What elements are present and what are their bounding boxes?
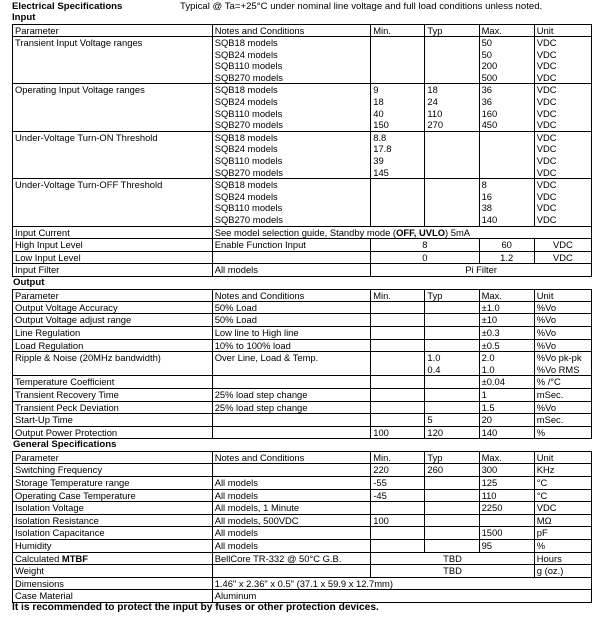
notes-cell: All models xyxy=(212,489,371,502)
typ-cell xyxy=(425,514,479,527)
param-cell: Output Voltage Accuracy xyxy=(13,301,213,314)
spec-row xyxy=(13,131,592,178)
typ-cell xyxy=(425,502,479,515)
notes-cell xyxy=(212,464,371,477)
param-cell: Switching Frequency xyxy=(13,464,213,477)
unit-cell: mSec. xyxy=(534,389,591,402)
min-cell xyxy=(371,414,425,427)
notes-cell: SQB18 models SQB24 models SQB110 models SQB270 models xyxy=(212,179,371,226)
max-cell: 2.0 1.0 xyxy=(479,352,534,376)
column-header: Typ xyxy=(425,25,479,37)
max-cell: ±0.5 xyxy=(479,339,534,352)
notes-cell: 25% load step change xyxy=(212,389,371,402)
max-cell: 36 36 160 450 xyxy=(479,84,534,131)
column-header: Max. xyxy=(479,289,534,301)
param-cell: Load Regulation xyxy=(13,339,213,352)
column-header: Parameter xyxy=(13,452,213,464)
param-cell: High Input Level xyxy=(13,239,213,252)
typ-cell: 260 xyxy=(425,464,479,477)
min-cell xyxy=(371,502,425,515)
spec-row xyxy=(13,401,592,414)
input-filter-row xyxy=(13,264,592,277)
param-cell: Under-Voltage Turn-ON Threshold xyxy=(13,131,213,178)
param-cell: Isolation Resistance xyxy=(13,514,213,527)
unit-cell: % /°C xyxy=(534,376,591,389)
min-cell: 100 xyxy=(371,514,425,527)
typ-cell xyxy=(425,179,479,226)
min-cell xyxy=(371,327,425,340)
notes-cell xyxy=(212,565,371,578)
column-header: Min. xyxy=(371,289,425,301)
spec-row xyxy=(13,339,592,352)
value-cell: Aluminum xyxy=(212,590,591,603)
typ-cell xyxy=(425,389,479,402)
typ-cell xyxy=(425,527,479,540)
unit-cell: VDC VDC VDC VDC xyxy=(534,84,591,131)
output-table-body xyxy=(13,289,592,439)
spec-row xyxy=(13,489,592,502)
param-cell: Isolation Capacitance xyxy=(13,527,213,540)
param-cell: Weight xyxy=(13,565,213,578)
min-cell xyxy=(371,527,425,540)
typ-cell xyxy=(425,339,479,352)
value-cell: 1.46" x 2.36" x 0.5" (37.1 x 59.9 x 12.7mm) xyxy=(212,577,591,590)
unit-cell: VDC VDC VDC VDC xyxy=(534,37,591,84)
notes-cell xyxy=(212,426,371,439)
spec-row xyxy=(13,426,592,439)
param-cell: Operating Case Temperature xyxy=(13,489,213,502)
spec-row xyxy=(13,539,592,552)
typ-cell: 5 xyxy=(425,414,479,427)
notes-cell xyxy=(212,414,371,427)
min-cell xyxy=(371,314,425,327)
general-table xyxy=(12,451,592,603)
notes-cell: All models xyxy=(212,539,371,552)
value-cell: TBD xyxy=(371,552,535,565)
param-cell: Transient Recovery Time xyxy=(13,389,213,402)
max-cell: ±10 xyxy=(479,314,534,327)
typ-cell xyxy=(425,539,479,552)
spec-row xyxy=(13,502,592,515)
footer-note: It is recommended to protect the input by fuses or other protection devices. xyxy=(12,602,379,613)
input-current-text: ) 5mA xyxy=(445,226,471,238)
notes-cell: All models, 1 Minute xyxy=(212,502,371,515)
spec-row xyxy=(13,179,592,226)
column-header: Unit xyxy=(534,452,591,464)
spec-row xyxy=(13,327,592,340)
spec-row xyxy=(13,414,592,427)
min-cell xyxy=(371,401,425,414)
notes-cell xyxy=(212,376,371,389)
min-cell: 100 xyxy=(371,426,425,439)
case-material-row xyxy=(13,590,592,603)
param-cell xyxy=(13,552,213,565)
min-cell xyxy=(371,376,425,389)
max-cell: 140 xyxy=(479,426,534,439)
column-header: Notes and Conditions xyxy=(212,289,371,301)
min-cell xyxy=(371,301,425,314)
notes-cell: 50% Load xyxy=(212,301,371,314)
typ-cell xyxy=(425,314,479,327)
notes-cell: Over Line, Load & Temp. xyxy=(212,352,371,376)
spec-row xyxy=(13,514,592,527)
max-cell: 8 16 38 140 xyxy=(479,179,534,226)
max-cell: ±1.0 xyxy=(479,301,534,314)
param-cell: Storage Temperature range xyxy=(13,477,213,490)
section-title-input: Input xyxy=(12,12,36,23)
column-header: Unit xyxy=(534,289,591,301)
max-cell: 60 xyxy=(479,239,534,252)
unit-cell: % xyxy=(534,426,591,439)
column-header: Unit xyxy=(534,25,591,37)
min-cell: 8 xyxy=(371,239,479,252)
max-cell: 110 xyxy=(479,489,534,502)
column-header: Notes and Conditions xyxy=(212,452,371,464)
mtbf-label-bold: MTBF xyxy=(61,552,88,564)
unit-cell: %Vo xyxy=(534,339,591,352)
typ-cell xyxy=(425,376,479,389)
notes-cell: 10% to 100% load xyxy=(212,339,371,352)
table-header-row xyxy=(13,289,592,301)
input-current-row xyxy=(13,226,592,239)
param-cell: Case Material xyxy=(13,590,213,603)
unit-cell: %Vo xyxy=(534,401,591,414)
notes-cell: All models xyxy=(212,477,371,490)
max-cell: ±0.04 xyxy=(479,376,534,389)
param-cell: Operating Input Voltage ranges xyxy=(13,84,213,131)
unit-cell: g (oz.) xyxy=(534,565,591,578)
unit-cell: %Vo pk-pk %Vo RMS xyxy=(534,352,591,376)
max-cell: 2250 xyxy=(479,502,534,515)
input-table-body xyxy=(13,25,592,277)
min-cell: 220 xyxy=(371,464,425,477)
unit-cell: %Vo xyxy=(534,301,591,314)
unit-cell: %Vo xyxy=(534,327,591,340)
column-header: Min. xyxy=(371,25,425,37)
spec-row xyxy=(13,477,592,490)
min-cell xyxy=(371,389,425,402)
page-title: Electrical Specifications xyxy=(12,1,123,12)
typ-cell: 120 xyxy=(425,426,479,439)
mtbf-label: Calculated xyxy=(15,552,62,564)
typ-cell xyxy=(425,477,479,490)
spec-row xyxy=(13,464,592,477)
column-header: Min. xyxy=(371,452,425,464)
notes-cell: SQB18 models SQB24 models SQB110 models SQB270 models xyxy=(212,84,371,131)
typ-cell: 18 24 110 270 xyxy=(425,84,479,131)
value-cell: Pi Filter xyxy=(371,264,592,277)
section-title-general: General Specifications xyxy=(13,439,117,451)
notes-cell: All models xyxy=(212,264,371,277)
max-cell: 125 xyxy=(479,477,534,490)
page-subtitle: Typical @ Ta=+25°C under nominal line voltage and full load conditions unless noted. xyxy=(180,1,543,12)
param-cell: Transient Input Voltage ranges xyxy=(13,37,213,84)
spec-row xyxy=(13,527,592,540)
typ-cell xyxy=(425,401,479,414)
general-table-body xyxy=(13,452,592,603)
param-cell: Dimensions xyxy=(13,577,213,590)
unit-cell: KHz xyxy=(534,464,591,477)
typ-cell: 1.0 0.4 xyxy=(425,352,479,376)
unit-cell: %Vo xyxy=(534,314,591,327)
column-header: Notes and Conditions xyxy=(212,25,371,37)
unit-cell: MΩ xyxy=(534,514,591,527)
mtbf-row xyxy=(13,552,592,565)
output-table xyxy=(12,289,592,440)
max-cell: 20 xyxy=(479,414,534,427)
notes-cell: All models, 500VDC xyxy=(212,514,371,527)
notes-cell xyxy=(212,251,371,264)
input-table xyxy=(12,24,592,277)
param-cell: Temperature Coefficient xyxy=(13,376,213,389)
low-input-level-row xyxy=(13,251,592,264)
spec-row xyxy=(13,376,592,389)
input-current-text: See model selection guide, Standby mode ( xyxy=(214,226,397,238)
max-cell: 50 50 200 500 xyxy=(479,37,534,84)
min-cell: 9 18 40 150 xyxy=(371,84,425,131)
typ-cell xyxy=(425,489,479,502)
notes-cell: All models xyxy=(212,527,371,540)
dimensions-row xyxy=(13,577,592,590)
column-header: Parameter xyxy=(13,289,213,301)
unit-cell: VDC xyxy=(534,502,591,515)
param-cell: Line Regulation xyxy=(13,327,213,340)
spec-row xyxy=(13,301,592,314)
typ-cell xyxy=(425,327,479,340)
input-current-text: OFF, UVLO xyxy=(396,226,446,238)
min-cell xyxy=(371,539,425,552)
min-cell: 0 xyxy=(371,251,479,264)
notes-cell: SQB18 models SQB24 models SQB110 models SQB270 models xyxy=(212,131,371,178)
spec-row xyxy=(13,314,592,327)
max-cell: 1.2 xyxy=(479,251,534,264)
spec-header xyxy=(12,0,592,24)
param-cell: Humidity xyxy=(13,539,213,552)
min-cell xyxy=(371,352,425,376)
max-cell: 1 xyxy=(479,389,534,402)
param-cell: Input Filter xyxy=(13,264,213,277)
notes-cell: Low line to High line xyxy=(212,327,371,340)
typ-cell xyxy=(425,37,479,84)
min-cell xyxy=(371,37,425,84)
typ-cell xyxy=(425,301,479,314)
notes-cell: BellCore TR-332 @ 50°C G.B. xyxy=(212,552,371,565)
min-cell xyxy=(371,339,425,352)
high-input-level-row xyxy=(13,239,592,252)
param-cell: Input Current xyxy=(13,226,213,239)
unit-cell: Hours xyxy=(534,552,591,565)
max-cell: ±0.3 xyxy=(479,327,534,340)
table-header-row xyxy=(13,452,592,464)
notes-cell: 25% load step change xyxy=(212,401,371,414)
max-cell: 95 xyxy=(479,539,534,552)
param-cell: Output Power Protection xyxy=(13,426,213,439)
unit-cell: mSec. xyxy=(534,414,591,427)
min-cell: -45 xyxy=(371,489,425,502)
min-cell xyxy=(371,179,425,226)
param-cell: Low Input Level xyxy=(13,251,213,264)
max-cell: 300 xyxy=(479,464,534,477)
typ-cell xyxy=(425,131,479,178)
spec-tables xyxy=(12,24,592,603)
notes-cell: 50% Load xyxy=(212,314,371,327)
column-header: Typ xyxy=(425,452,479,464)
value-cell: TBD xyxy=(371,565,535,578)
unit-cell: VDC xyxy=(534,251,591,264)
notes-cell: SQB18 models SQB24 models SQB110 models SQB270 models xyxy=(212,37,371,84)
column-header: Max. xyxy=(479,452,534,464)
column-header: Parameter xyxy=(13,25,213,37)
unit-cell: VDC VDC VDC VDC xyxy=(534,131,591,178)
unit-cell: °C xyxy=(534,477,591,490)
param-cell: Under-Voltage Turn-OFF Threshold xyxy=(13,179,213,226)
max-cell: 1.5 xyxy=(479,401,534,414)
spec-row xyxy=(13,389,592,402)
unit-cell: pF xyxy=(534,527,591,540)
max-cell: 1500 xyxy=(479,527,534,540)
spec-row xyxy=(13,352,592,376)
param-cell: Isolation Voltage xyxy=(13,502,213,515)
max-cell xyxy=(479,514,534,527)
column-header: Typ xyxy=(425,289,479,301)
unit-cell: % xyxy=(534,539,591,552)
min-cell: -55 xyxy=(371,477,425,490)
column-header: Max. xyxy=(479,25,534,37)
spec-row xyxy=(13,37,592,84)
notes-cell: Enable Function Input xyxy=(212,239,371,252)
param-cell: Ripple & Noise (20MHz bandwidth) xyxy=(13,352,213,376)
notes-cell xyxy=(212,226,591,239)
min-cell: 8.8 17.8 39 145 xyxy=(371,131,425,178)
unit-cell: VDC VDC VDC VDC xyxy=(534,179,591,226)
max-cell xyxy=(479,131,534,178)
weight-row xyxy=(13,565,592,578)
section-title-output: Output xyxy=(13,276,45,288)
param-cell: Start-Up Time xyxy=(13,414,213,427)
param-cell: Output Voltage adjust range xyxy=(13,314,213,327)
unit-cell: VDC xyxy=(534,239,591,252)
spec-row xyxy=(13,84,592,131)
param-cell: Transient Peck Deviation xyxy=(13,401,213,414)
table-header-row xyxy=(13,25,592,37)
unit-cell: °C xyxy=(534,489,591,502)
